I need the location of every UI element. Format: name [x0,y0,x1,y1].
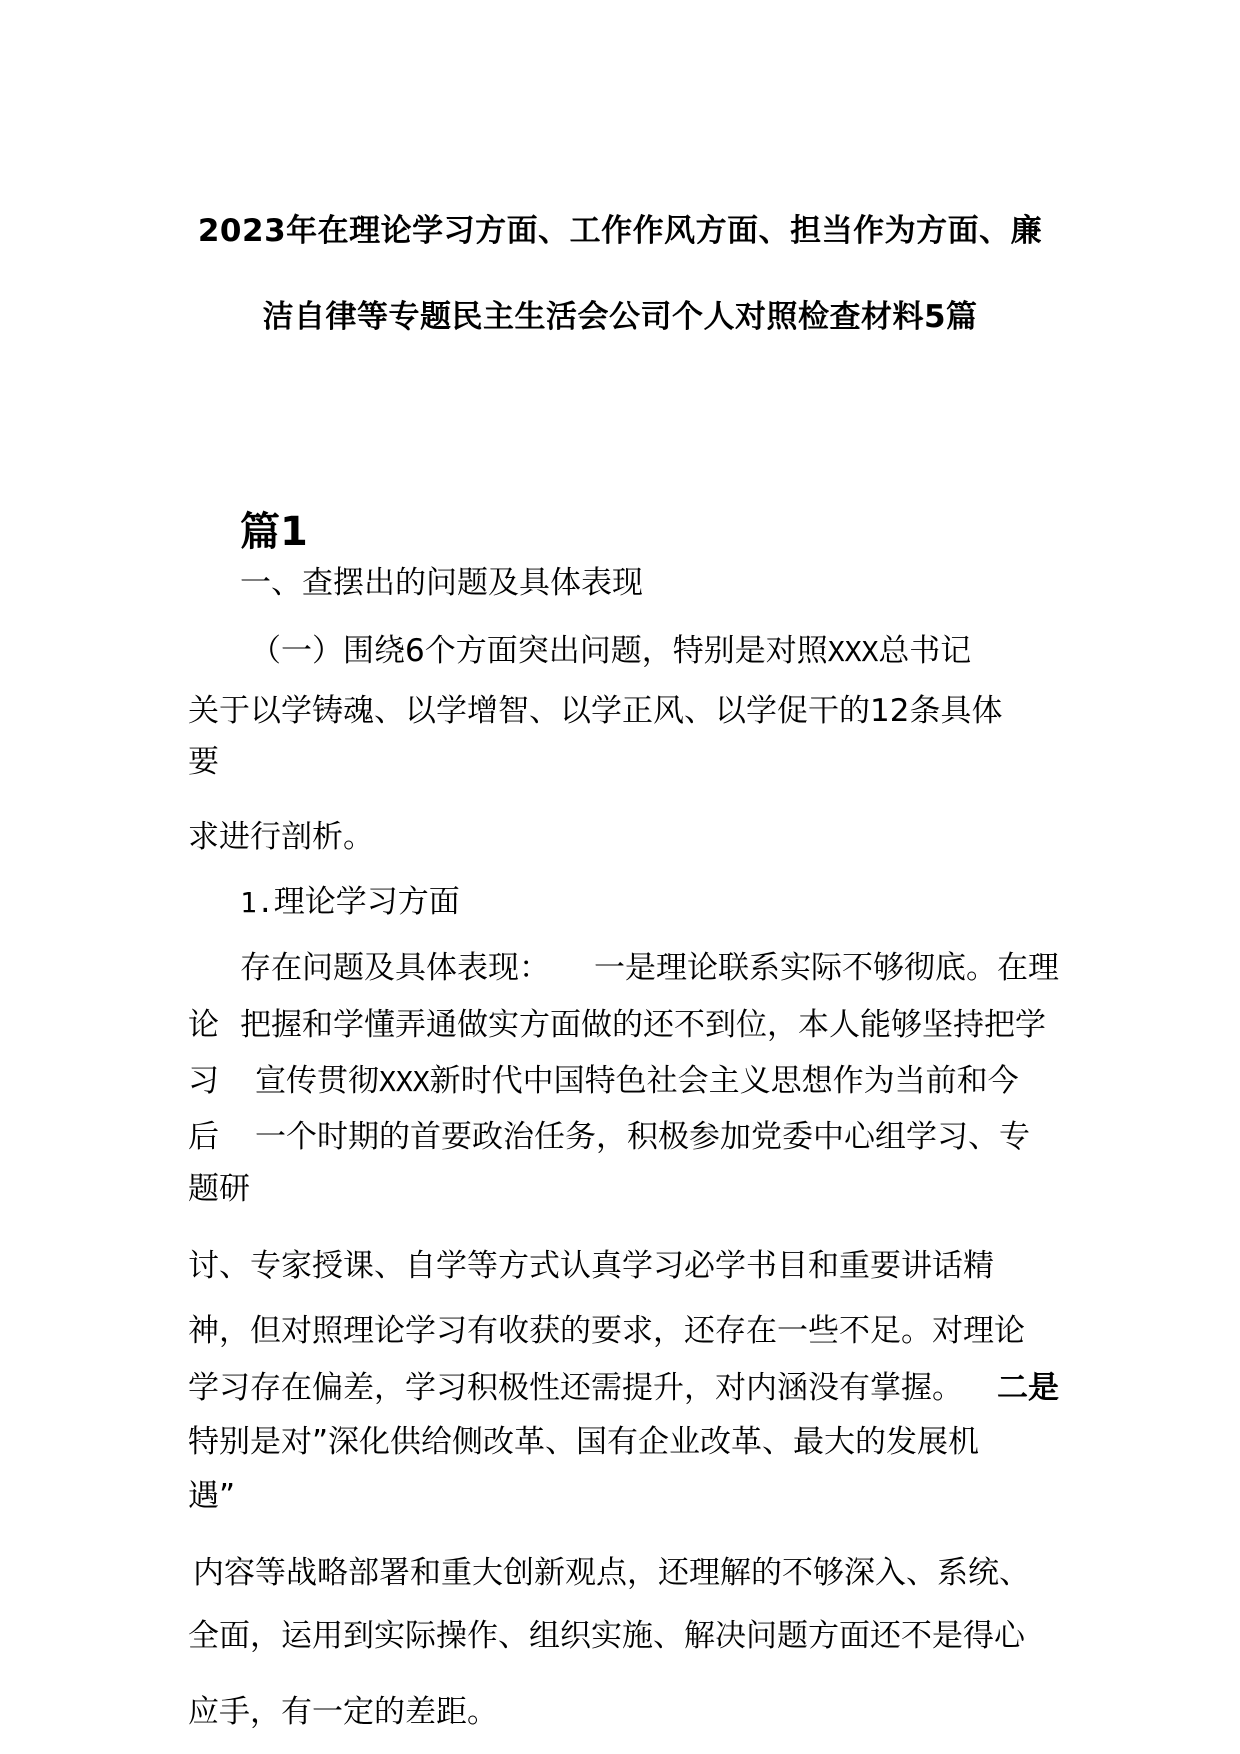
body-line-1 [240,950,1059,986]
body-line-12: 全面，运用到实际操作、组织实施、解决问题方面还不是得心 [188,1618,1025,1654]
text-span: 宣传贯彻 [255,1063,379,1099]
body-line-10: 遇” [188,1478,236,1514]
subsection-line-3: 要 [188,744,219,780]
body-line-4-left: 后 [188,1119,219,1155]
text-span: （一）围绕6个方面突出问题，特别是对照 [250,633,828,669]
section-heading: 篇1 [240,509,308,555]
body-line-13: 应手，有一定的差距。 [188,1694,498,1730]
body-line-2: 把握和学懂弄通做实方面做的还不到位，本人能够坚持把学 [240,1007,1046,1043]
text-span: 总书记 [878,633,972,669]
body-line-7: 神，但对照理论学习有收获的要求，还存在一些不足。对理论 [188,1313,1025,1349]
body-line-2-left: 论 [188,1007,219,1043]
subsection-line-4: 求进行剖析。 [188,819,374,855]
body-line-3 [255,1063,1019,1099]
body-line-3-left: 习 [188,1063,219,1099]
section-title: 一、查摆出的问题及具体表现 [240,565,643,601]
document-title-line-2: 洁自律等专题民主生活会公司个人对照检查材料5篇 [262,299,978,335]
subsection-line-1 [250,633,972,669]
subsection-line-2: 关于以学铸魂、以学增智、以学正风、以学促干的12条具体 [188,693,1003,729]
text-span: 新时代中国特色社会主义思想作为当前和今 [429,1063,1019,1099]
item-number: 1. [240,886,274,919]
body-line-8 [188,1370,1059,1406]
body-line-4: 一个时期的首要政治任务，积极参加党委中心组学习、专 [255,1119,1030,1155]
item-label: 理论学习方面 [273,884,460,920]
text-span: XXX [827,635,879,668]
text-span: XXX [379,1065,430,1098]
emphasis-text: 二是 [997,1370,1059,1406]
body-line-6: 讨、专家授课、自学等方式认真学习必学书目和重要讲话精 [188,1248,994,1284]
body-line-9: 特别是对”深化供给侧改革、国有企业改革、最大的发展机 [188,1424,980,1460]
body-line-5: 题研 [188,1171,250,1207]
text-span: 学习存在偏差，学习积极性还需提升，对内涵没有掌握。 [188,1370,963,1406]
text-span: 一是理论联系实际不够彻底。在理 [594,950,1059,986]
item-heading [240,884,460,920]
document-title-line-1: 2023年在理论学习方面、工作作风方面、担当作为方面、廉 [197,213,1043,249]
text-span: 存在问题及具体表现： [240,950,550,986]
body-line-11: 内容等战略部署和重大创新观点，还理解的不够深入、系统、 [193,1555,1030,1591]
